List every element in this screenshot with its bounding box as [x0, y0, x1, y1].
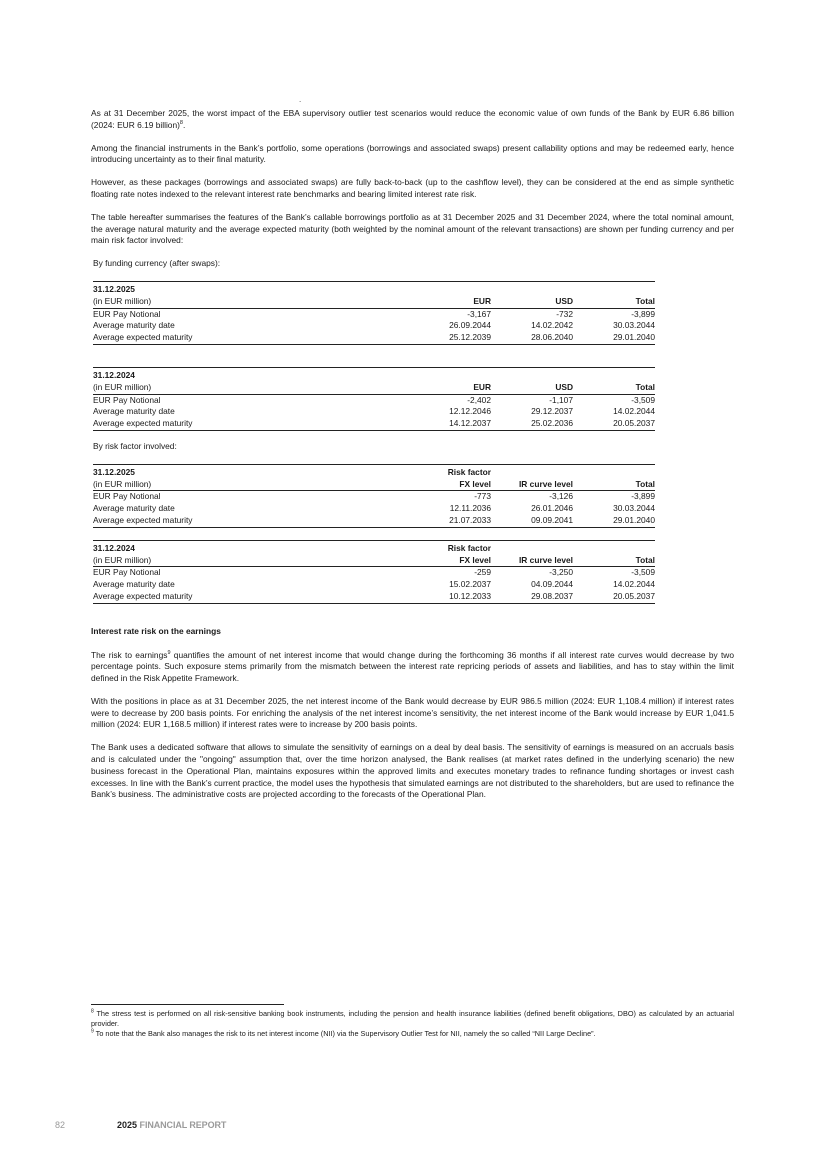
cell-value: 09.09.2041: [491, 515, 573, 527]
footnote-8: $^8$ The stress test is performed on all risk-sensitive banking book instruments, including the pension and health insurance liabilities (defined benefit obligations, DBO) as calculated by an actuarial provider.: [91, 1008, 734, 1028]
row-label: Average maturity date: [93, 503, 175, 514]
column-header: EUR: [333, 296, 491, 308]
cell-value: -3,509: [631, 567, 655, 578]
column-header: FX level: [333, 555, 491, 567]
table-unit: (in EUR million): [93, 479, 333, 491]
currency-table-2025: [93, 281, 655, 345]
cell-value: 14.02.2044: [613, 579, 655, 590]
footnote-9: $^9$ To note that the Bank also manages the risk to its net interest income (NII) via the Supervisory Outlier Test for NII, namely the so called “NII Large Decline”.: [91, 1028, 596, 1038]
row-label: EUR Pay Notional: [93, 491, 161, 502]
table-date: 31.12.2024: [93, 367, 333, 381]
intro-paragraph-1: As at 31 December 2025, the worst impact of the EBA supervisory outlier test scenarios would reduce the economic value of own funds of the Bank by EUR 6.86 billion (2024: EUR 6.19 billion)$^8$.: [91, 108, 734, 130]
cell-value: 12.11.2036: [449, 503, 491, 514]
page-content: [91, 108, 734, 812]
cell-value: 29.12.2037: [531, 406, 573, 417]
table-date: 31.12.2025: [93, 281, 333, 295]
cell-value: 30.03.2044: [613, 503, 655, 514]
cell-value: 29.01.2040: [573, 515, 655, 527]
footnote-divider: [91, 1004, 284, 1005]
column-header: FX level: [333, 479, 491, 491]
column-header: Total: [573, 555, 655, 567]
row-label: Average maturity date: [93, 320, 175, 331]
row-label: EUR Pay Notional: [93, 567, 161, 578]
row-label: Average maturity date: [93, 579, 175, 590]
cell-value: -2,402: [467, 394, 491, 405]
page-number: 82: [55, 1120, 66, 1130]
table-row: [93, 394, 655, 406]
row-label: Average maturity date: [93, 406, 175, 417]
section-heading: Interest rate risk on the earnings: [91, 625, 221, 636]
table-row: [93, 332, 655, 344]
row-label: Average expected maturity: [93, 418, 333, 430]
cell-value: -3,167: [467, 308, 491, 319]
earnings-paragraph-2: With the positions in place as at 31 December 2025, the net interest income of the Bank would decrease by EUR 986.5 million (2024: EUR 1,108.4 million) if interest rates were to decrease by 200 basis points. For enriching the analysis of the net interest income’s sensitivity, the net interest income of the Bank would increase by EUR 1,041.5 million (2024: EUR 1,168.5 million) if interest rates were to increase by 200 basis points.: [91, 695, 734, 730]
table-row: [93, 579, 655, 591]
table-date: 31.12.2024: [93, 540, 333, 554]
header-mark: .: [299, 95, 302, 104]
page-footer: [55, 1120, 227, 1130]
cell-value: -3,899: [631, 491, 655, 502]
cell-value: 14.02.2042: [531, 320, 573, 331]
table-row: [93, 308, 655, 320]
table-row: [93, 591, 655, 603]
table-date: 31.12.2025: [93, 464, 333, 478]
footnote-ref-9[interactable]: 9: [167, 649, 171, 656]
cell-value: 30.03.2044: [613, 320, 655, 331]
cell-value: -732: [556, 308, 573, 319]
footnotes: [91, 1009, 734, 1038]
report-title: 2025 FINANCIAL REPORT: [117, 1120, 227, 1130]
intro-paragraph-3: However, as these packages (borrowings and associated swaps) are fully back-to-back (up to the cashflow level), they can be considered at the end as simple synthetic floating rate notes indexed to the relevant interest rate benchmarks and bearing limited interest rate risk.: [91, 177, 734, 199]
cell-value: 20.05.2037: [573, 591, 655, 603]
cell-value: 20.05.2037: [573, 418, 655, 430]
cell-value: -3,126: [549, 491, 573, 502]
row-label: Average expected maturity: [93, 591, 333, 603]
cell-value: 26.09.2044: [449, 320, 491, 331]
row-label: EUR Pay Notional: [93, 308, 161, 319]
by-risk-label: By risk factor involved:: [93, 440, 177, 451]
column-header: USD: [491, 382, 573, 394]
cell-value: -3,899: [631, 308, 655, 319]
cell-value: 28.06.2040: [491, 332, 573, 344]
table-row: [93, 515, 655, 527]
column-header: USD: [491, 296, 573, 308]
table-unit: (in EUR million): [93, 296, 333, 308]
column-header: IR curve level: [491, 479, 573, 491]
row-label: Average expected maturity: [93, 515, 333, 527]
cell-value: 29.01.2040: [573, 332, 655, 344]
risk-factor-group-header: Risk factor: [333, 464, 491, 478]
intro-paragraph-2: Among the financial instruments in the Bank’s portfolio, some operations (borrowings and associated swaps) present callability options and may be redeemed early, hence introducing uncertainty as to their final maturity.: [91, 142, 734, 165]
cell-value: 25.12.2039: [333, 332, 491, 344]
risk-table-2024: [93, 540, 655, 604]
cell-value: -773: [474, 491, 491, 502]
table-row: [93, 320, 655, 332]
row-label: EUR Pay Notional: [93, 394, 161, 405]
cell-value: 04.09.2044: [531, 579, 573, 590]
cell-value: -3,509: [631, 394, 655, 405]
table-unit: (in EUR million): [93, 555, 333, 567]
column-header: IR curve level: [491, 555, 573, 567]
cell-value: 21.07.2033: [333, 515, 491, 527]
column-header: Total: [573, 382, 655, 394]
by-currency-label: By funding currency (after swaps):: [93, 258, 221, 269]
row-label: Average expected maturity: [93, 332, 333, 344]
earnings-paragraph-3: The Bank uses a dedicated software that allows to simulate the sensitivity of earnings on a deal by deal basis. The sensitivity of earnings is measured on an accruals basis and is calculated under the "ongoing" assumption that, over the time horizon analysed, the Bank realises (at market rates defined in the underlying scenario) the new business forecast in the Operational Plan, maintains exposures within the approved limits and executes monetary trades to refinance funding shortages or invest cash excesses. In line with the Bank’s current practice, the model uses the hypothesis that simulated earnings are not distributed to the shareholders, but are used to refinance the Bank’s business. The administrative costs are projected according to the forecasts of the Operational Plan.: [91, 742, 734, 800]
cell-value: 10.12.2033: [333, 591, 491, 603]
table-row: [93, 567, 655, 579]
risk-table-2025: [93, 464, 655, 528]
column-header: Total: [573, 296, 655, 308]
risk-factor-group-header: Risk factor: [333, 540, 491, 554]
table-row: [93, 491, 655, 503]
footnote-ref-8[interactable]: 8: [179, 120, 183, 126]
cell-value: 14.12.2037: [333, 418, 491, 430]
cell-value: 26.01.2046: [531, 503, 573, 514]
table-row: [93, 418, 655, 430]
cell-value: -259: [474, 567, 491, 578]
column-header: Total: [573, 479, 655, 491]
cell-value: 14.02.2044: [613, 406, 655, 417]
table-unit: (in EUR million): [93, 382, 333, 394]
currency-table-2024: [93, 367, 655, 431]
cell-value: 12.12.2046: [449, 406, 491, 417]
earnings-paragraph-1: The risk to earnings$^9$ quantifies the amount of net interest income that would change during the forthcoming 36 months if all interest rate curves would decrease by two percentage points. Such exposure stems primarily from the mismatch between the interest rate repricing periods of assets and liabilities, and has to stay within the limit defined in the Risk Appetite Framework.: [91, 649, 734, 684]
table-row: [93, 503, 655, 515]
column-header: EUR: [333, 382, 491, 394]
table-row: [93, 406, 655, 418]
intro-paragraph-4: The table hereafter summarises the features of the Bank’s callable borrowings portfolio as at 31 December 2025 and 31 December 2024, where the total nominal amount, the average natural maturity and the average expected maturity (both weighted by the nominal amount of the relevant transactions) are shown per funding currency and per main risk factor involved:: [91, 211, 734, 246]
cell-value: 29.08.2037: [491, 591, 573, 603]
cell-value: -3,250: [549, 567, 573, 578]
cell-value: 25.02.2036: [491, 418, 573, 430]
cell-value: -1,107: [549, 394, 573, 405]
cell-value: 15.02.2037: [449, 579, 491, 590]
